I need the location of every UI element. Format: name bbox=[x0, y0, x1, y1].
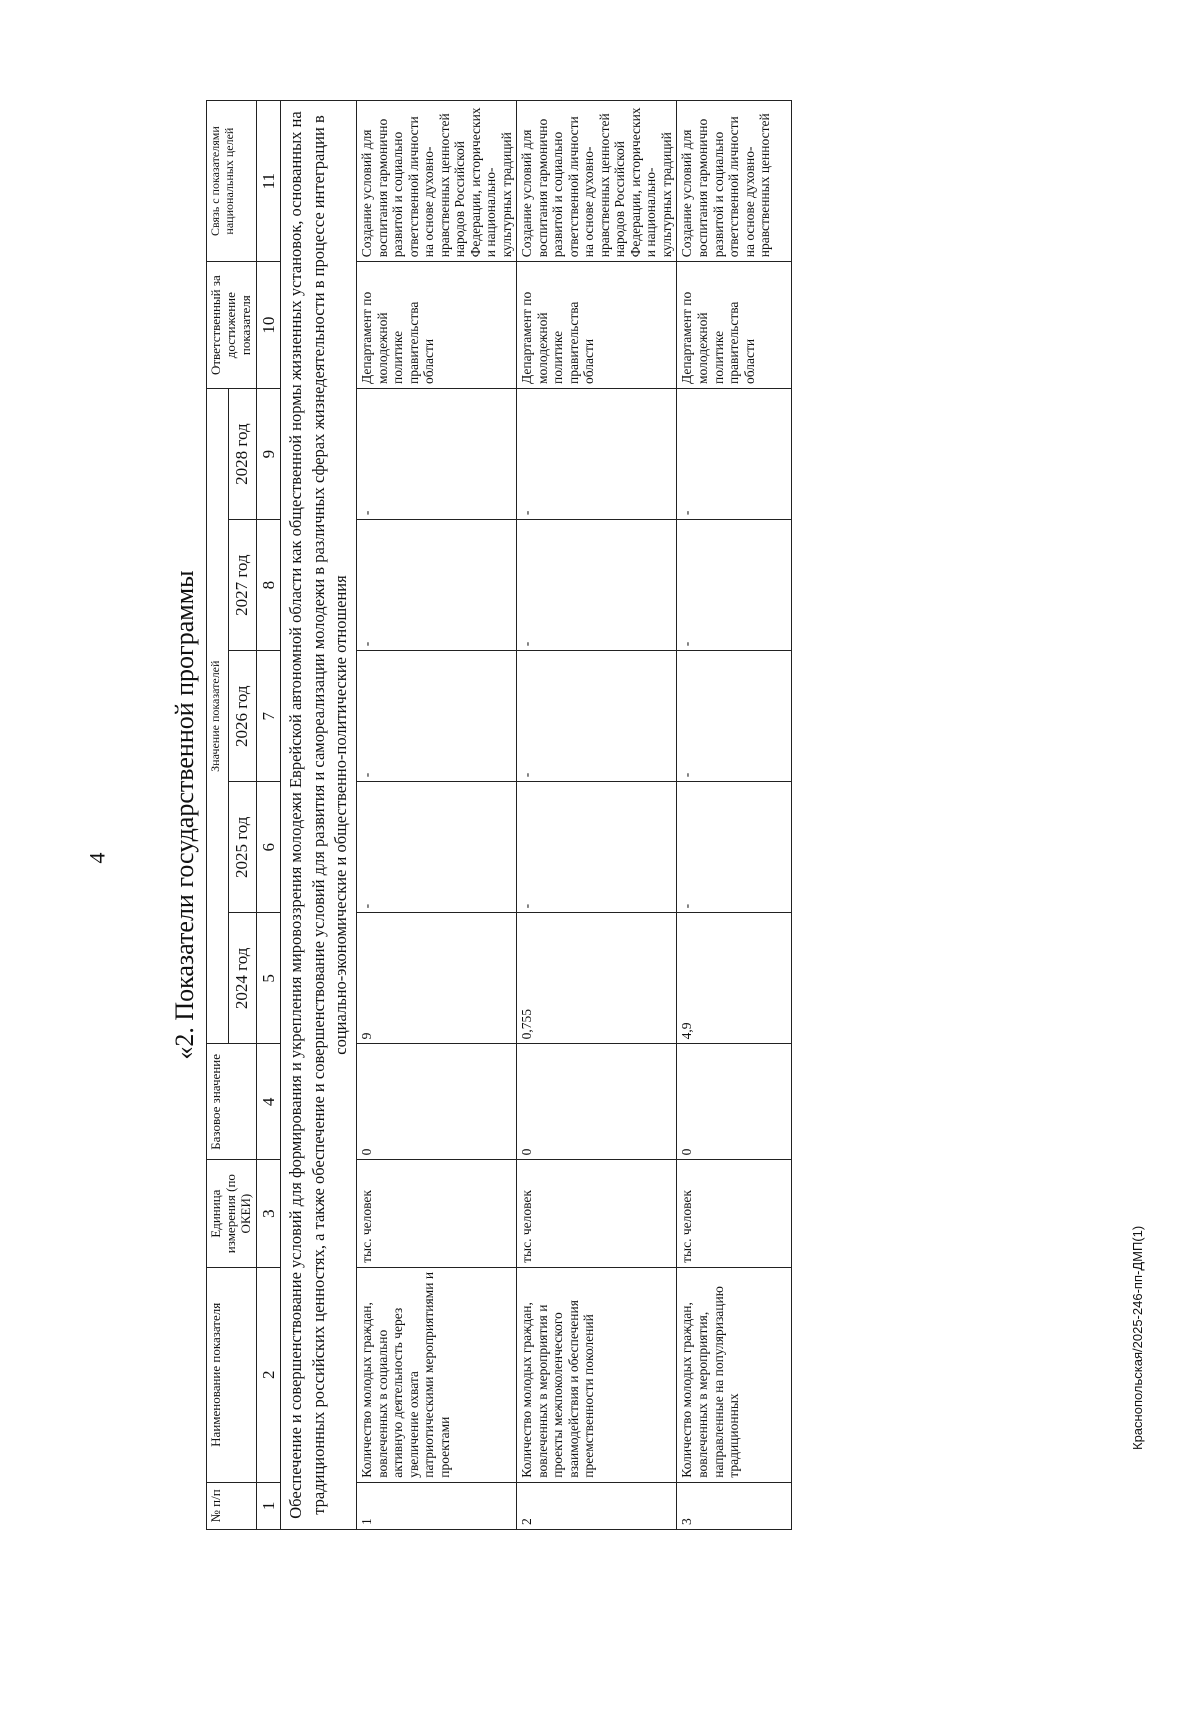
table-row bbox=[517, 101, 677, 1530]
row-value-2026: - bbox=[677, 651, 792, 782]
header-year: 2024 год bbox=[228, 913, 256, 1044]
column-number: 2 bbox=[256, 1267, 281, 1482]
column-number: 4 bbox=[256, 1044, 281, 1160]
row-name-text: Количество молодых граждан, вовлеченных в мероприятия, направленные на популяризацию традиционных bbox=[679, 1286, 742, 1478]
row-value-2024: 0,755 bbox=[517, 913, 677, 1044]
row-value-2025: - bbox=[677, 782, 792, 913]
row-value-2025: - bbox=[357, 782, 517, 913]
rotated-content bbox=[170, 100, 1050, 1530]
row-value-2028: - bbox=[517, 389, 677, 520]
header-year: 2026 год bbox=[228, 651, 256, 782]
footer-document-code: Краснопольская/2025-246-пп-ДМП(1) bbox=[1130, 1225, 1145, 1450]
header-base: Базовое значение bbox=[207, 1044, 257, 1160]
row-value-2024: 4,9 bbox=[677, 913, 792, 1044]
header-name: Наименование показателя bbox=[207, 1267, 257, 1482]
column-number: 8 bbox=[256, 520, 281, 651]
row-value-2027: - bbox=[357, 520, 517, 651]
column-number: 1 bbox=[256, 1482, 281, 1529]
row-unit: тыс. человек bbox=[517, 1160, 677, 1267]
row-name: Количество молодых граждан, вовлеченных в мероприятия и проекты межпоколенческого взаимодействия и обеспечения преемственности поколений bbox=[517, 1267, 677, 1482]
row-value-2027: - bbox=[677, 520, 792, 651]
page-number: 4 bbox=[84, 852, 110, 864]
column-number: 10 bbox=[256, 262, 281, 389]
section-row bbox=[281, 101, 357, 1530]
row-link: Создание условий для воспитания гармонично развитой и социально ответственной личности на основе духовно-нравственных ценностей народов Российской Федерации, исторических и национально-культурных традиций bbox=[357, 101, 517, 262]
row-responsible bbox=[677, 262, 792, 389]
indicators-table bbox=[206, 100, 792, 1530]
header-values-group: Значение показателей bbox=[207, 389, 229, 1044]
header-year: 2027 год bbox=[228, 520, 256, 651]
row-responsible: Департамент по молодежной политике правительства области bbox=[357, 262, 517, 389]
header-year: 2028 год bbox=[228, 389, 256, 520]
header-year: 2025 год bbox=[228, 782, 256, 913]
row-base: 0 bbox=[517, 1044, 677, 1160]
row-responsible-text: Департамент по молодежной политике правительства области bbox=[679, 291, 757, 385]
row-num: 3 bbox=[677, 1482, 792, 1529]
row-responsible: Департамент по молодежной политике правительства области bbox=[517, 262, 677, 389]
row-link: Создание условий для воспитания гармонично развитой и социально ответственной личности на основе духовно-нравственных ценностей народов Российской Федерации, исторических и национально-культурных традиций bbox=[517, 101, 677, 262]
row-base: 0 bbox=[677, 1044, 792, 1160]
row-unit: тыс. человек bbox=[357, 1160, 517, 1267]
row-value-2025: - bbox=[517, 782, 677, 913]
column-number: 5 bbox=[256, 913, 281, 1044]
row-value-2024: 9 bbox=[357, 913, 517, 1044]
table-row bbox=[677, 101, 792, 1530]
row-value-2028: - bbox=[357, 389, 517, 520]
column-number: 9 bbox=[256, 389, 281, 520]
row-value-2026: - bbox=[517, 651, 677, 782]
header-responsible: Ответственный за достижение показателя bbox=[207, 262, 257, 389]
section-title: «2. Показатели государственной программы bbox=[170, 570, 199, 1060]
header-link: Связь с показателями национальных целей bbox=[207, 101, 257, 262]
section-text: Обеспечение и совершенствование условий для формирования и укрепления мировоззрения молодежи Еврейской автономной области как общественной нормы жизненных установок, основанных на традиционных российских ценностях, а также обеспечение и совершенствование условий для развития и самореализации молодежи в различных сферах жизнедеятельности в процессе интеграции в социально-экономические и общественно-политические отношения bbox=[281, 101, 357, 1530]
row-name: Количество молодых граждан, вовлеченных в социально активную деятельность через увеличение охвата патриотическими мероприятиями и проектами bbox=[357, 1267, 517, 1482]
column-number: 3 bbox=[256, 1160, 281, 1267]
row-value-2026: - bbox=[357, 651, 517, 782]
column-number: 7 bbox=[256, 651, 281, 782]
table-row bbox=[357, 101, 517, 1530]
column-number: 6 bbox=[256, 782, 281, 913]
row-value-2027: - bbox=[517, 520, 677, 651]
header-row bbox=[207, 101, 229, 1530]
header-num: № п/п bbox=[207, 1482, 257, 1529]
row-link bbox=[677, 101, 792, 262]
header-unit: Единица измерения (по ОКЕИ) bbox=[207, 1160, 257, 1267]
row-num: 2 bbox=[517, 1482, 677, 1529]
row-base: 0 bbox=[357, 1044, 517, 1160]
row-value-2028: - bbox=[677, 389, 792, 520]
row-unit: тыс. человек bbox=[677, 1160, 792, 1267]
row-name bbox=[677, 1267, 792, 1482]
column-number: 11 bbox=[256, 101, 281, 262]
row-num: 1 bbox=[357, 1482, 517, 1529]
row-link-text: Создание условий для воспитания гармонично развитой и социально ответственной личности на основе духовно-нравственных ценностей bbox=[679, 113, 773, 258]
column-numbers-row bbox=[256, 101, 281, 1530]
